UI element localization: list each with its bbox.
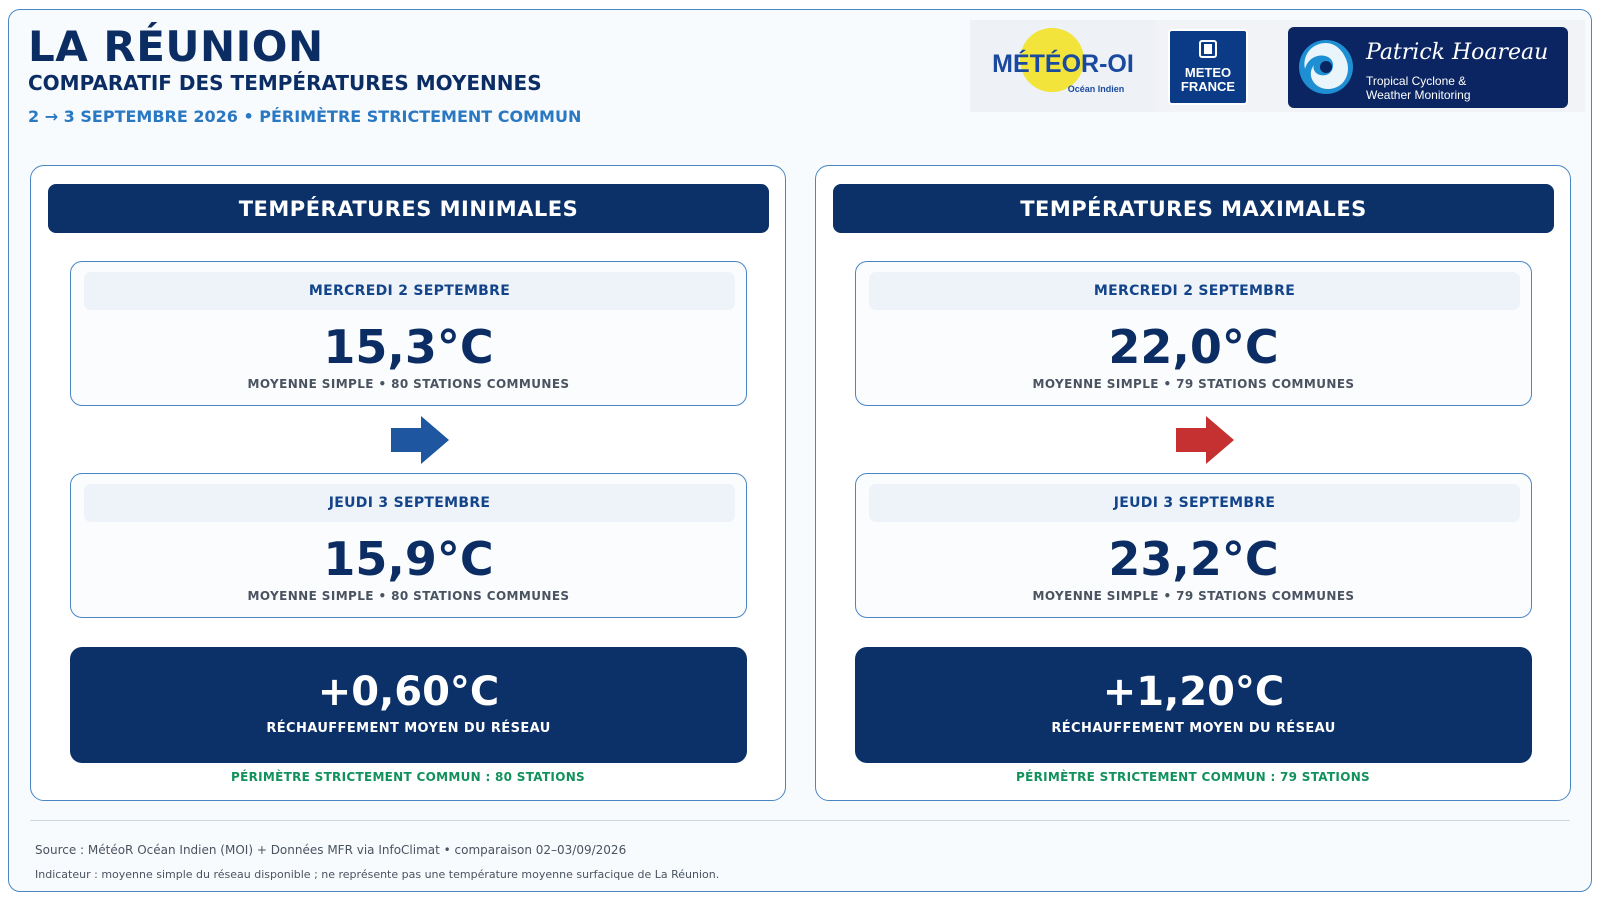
- patrick-hoareau-signature: Patrick Hoareau: [1366, 40, 1549, 65]
- max-day2-label: JEUDI 3 SEPTEMBRE: [869, 484, 1520, 522]
- min-day1-note: MOYENNE SIMPLE • 80 STATIONS COMMUNES: [247, 377, 570, 391]
- min-delta-card: [70, 647, 747, 763]
- footer-source: Source : MétéoR Océan Indien (MOI) + Données MFR via InfoClimat • comparaison 02–03/09/2026: [35, 843, 627, 857]
- min-day2-value: 15,9°C: [323, 532, 494, 586]
- footer-note: Indicateur : moyenne simple du réseau disponible ; ne représente pas une température moyenne surfacique de La Réunion.: [35, 868, 720, 881]
- meteo-france-logo-line2: FRANCE: [1180, 79, 1236, 94]
- min-perimeter: PÉRIMÈTRE STRICTEMENT COMMUN : 80 STATIONS: [230, 770, 585, 784]
- max-delta-label: RÉCHAUFFEMENT MOYEN DU RÉSEAU: [1051, 721, 1336, 736]
- max-day1-card: [855, 261, 1532, 406]
- min-arrow-shape: [391, 416, 449, 464]
- arrow-right-icon: [1176, 416, 1234, 464]
- min-delta-label: RÉCHAUFFEMENT MOYEN DU RÉSEAU: [266, 721, 551, 736]
- meteor-oi-logo: [970, 20, 1156, 112]
- panel-min-title: TEMPÉRATURES MINIMALES: [48, 184, 769, 233]
- page-subtitle: COMPARATIF DES TEMPÉRATURES MOYENNES: [28, 71, 542, 95]
- max-day2-value: 23,2°C: [1108, 532, 1279, 586]
- page-title: LA RÉUNION: [28, 22, 324, 71]
- meteor-oi-logo-tagline: Océan Indien: [1067, 84, 1125, 94]
- max-delta-card: [855, 647, 1532, 763]
- max-day2-note: MOYENNE SIMPLE • 79 STATIONS COMMUNES: [1032, 589, 1355, 603]
- min-day1-label: MERCREDI 2 SEPTEMBRE: [84, 272, 735, 310]
- patrick-hoareau-line1: Tropical Cyclone &: [1366, 74, 1467, 88]
- min-day1-value: 15,3°C: [323, 320, 494, 374]
- min-day2-card: [70, 473, 747, 618]
- max-day2-card: [855, 473, 1532, 618]
- period-line: 2 → 3 SEPTEMBRE 2026 • PÉRIMÈTRE STRICTEMENT COMMUN: [28, 107, 582, 126]
- meteo-france-logo-line1: METEO: [1184, 65, 1232, 80]
- max-arrow-shape: [1176, 416, 1234, 464]
- meteor-oi-logo-name: MÉTÉOR-OI: [992, 50, 1134, 78]
- max-day1-note: MOYENNE SIMPLE • 79 STATIONS COMMUNES: [1032, 377, 1355, 391]
- cyclone-icon: [1299, 40, 1353, 94]
- min-day2-note: MOYENNE SIMPLE • 80 STATIONS COMMUNES: [247, 589, 570, 603]
- patrick-hoareau-logo: [1288, 27, 1568, 108]
- panel-max-title: TEMPÉRATURES MAXIMALES: [833, 184, 1554, 233]
- min-day1-card: [70, 261, 747, 406]
- logo-strip: [970, 20, 1585, 112]
- max-day1-value: 22,0°C: [1108, 320, 1279, 374]
- meteo-france-logo: [1168, 29, 1248, 105]
- max-day1-label: MERCREDI 2 SEPTEMBRE: [869, 272, 1520, 310]
- arrow-right-icon: [391, 416, 449, 464]
- panel-min-temperatures: [30, 165, 786, 801]
- min-day2-label: JEUDI 3 SEPTEMBRE: [84, 484, 735, 522]
- max-perimeter: PÉRIMÈTRE STRICTEMENT COMMUN : 79 STATIONS: [1015, 770, 1370, 784]
- max-delta-value: +1,20°C: [1102, 669, 1285, 715]
- patrick-hoareau-line2: Weather Monitoring: [1366, 88, 1471, 102]
- panel-max-temperatures: [815, 165, 1571, 801]
- min-delta-value: +0,60°C: [317, 669, 500, 715]
- footer-divider: [30, 820, 1570, 821]
